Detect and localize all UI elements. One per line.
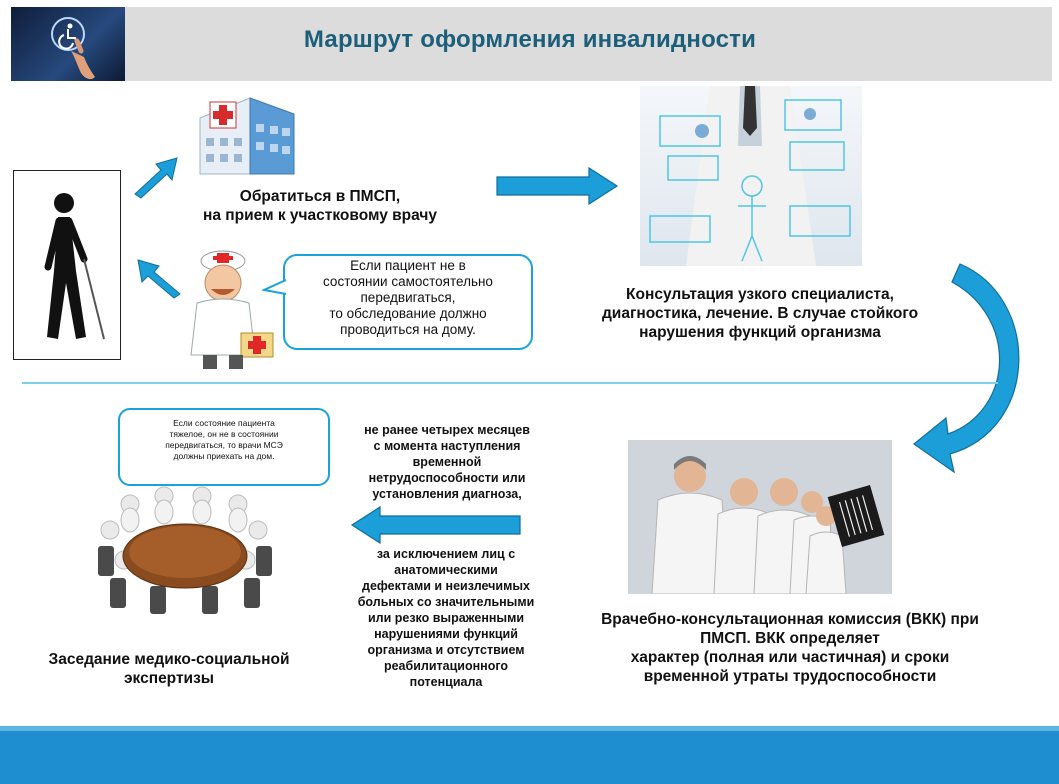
- mse-note-line4: должны приехать на дом.: [173, 451, 275, 461]
- arrow-right-icon: [493, 166, 623, 206]
- exception-line1: за исключением лиц с: [376, 547, 516, 561]
- page-title: Маршрут оформления инвалидности: [303, 26, 757, 53]
- step4-text: [30, 650, 308, 688]
- timing-line3: временной: [412, 455, 482, 469]
- step4-line1: Заседание медико-социальной: [48, 651, 290, 668]
- curved-arrow-icon: [910, 258, 1050, 488]
- exception-line5: или резко выраженными: [367, 611, 525, 625]
- step3-line2: ПМСП. ВКК определяет: [700, 630, 880, 647]
- timing-line1: не ранее четырех месяцев: [364, 423, 530, 437]
- logo: [11, 7, 125, 81]
- step1-text: [155, 187, 485, 225]
- home-note-line1: Если пациент не в: [350, 258, 466, 273]
- bubble-tail: [262, 278, 288, 298]
- mse-note-line2: тяжелое, он не в состоянии: [169, 429, 279, 439]
- round-table-icon: [90, 486, 280, 621]
- hospital-icon: [190, 88, 302, 180]
- footer-bar: [0, 731, 1059, 784]
- exception-line8: реабилитационного: [383, 659, 509, 673]
- exception-line2: анатомическими: [394, 563, 498, 577]
- arrow-left-icon: [348, 505, 524, 545]
- medical-consultation-photo: [640, 86, 862, 266]
- wheelchair-icon: [11, 7, 125, 81]
- step2-line1: Консультация узкого специалиста,: [626, 286, 894, 303]
- exception-line6: нарушениями функций: [374, 627, 518, 641]
- home-note-line3: передвигаться,: [360, 290, 456, 305]
- walking-person-panel: [13, 170, 121, 360]
- walking-person-icon: [14, 171, 120, 359]
- step1-line2: на прием к участковому врачу: [203, 207, 437, 224]
- mse-note-line1: Если состояние пациента: [173, 418, 275, 428]
- step1-line1: Обратиться в ПМСП,: [239, 188, 401, 205]
- step2-text: [575, 285, 945, 342]
- timing-line2: с момента наступления: [373, 439, 521, 453]
- step2-line2: диагностика, лечение. В случае стойкого: [601, 305, 919, 322]
- home-note-line4: то обследование должно: [329, 306, 487, 321]
- mse-note-line3: передвигаться, то врачи МСЭ: [165, 440, 283, 450]
- step3-line1: Врачебно-консультационная комиссия (ВКК) при: [601, 611, 979, 628]
- home-note-line2: состоянии самостоятельно: [323, 274, 493, 289]
- exception-line4: больных со значительными: [357, 595, 535, 609]
- timing-line4: нетрудоспособности или: [368, 471, 526, 485]
- timing-note: [343, 422, 551, 502]
- exception-note: [335, 546, 557, 690]
- step4-line2: экспертизы: [123, 670, 215, 687]
- home-visit-note: [283, 254, 533, 350]
- exception-line9: потенциала: [409, 675, 483, 689]
- exception-line3: дефектами и неизлечимых: [362, 579, 530, 593]
- step3-line4: временной утраты трудоспособности: [643, 668, 937, 685]
- exception-line7: организма и отсутствием: [367, 643, 525, 657]
- step3-line3: характер (полная или частичная) и сроки: [630, 649, 950, 666]
- timing-line5: установления диагноза,: [372, 487, 522, 501]
- section-divider: [22, 382, 998, 384]
- doctor-icon: [163, 245, 283, 373]
- home-note-line5: проводиться на дому.: [340, 322, 476, 337]
- mse-home-note: [118, 408, 330, 486]
- commission-photo: [628, 440, 892, 594]
- step3-text: [573, 610, 1007, 686]
- step2-line3: нарушения функций организма: [639, 324, 881, 341]
